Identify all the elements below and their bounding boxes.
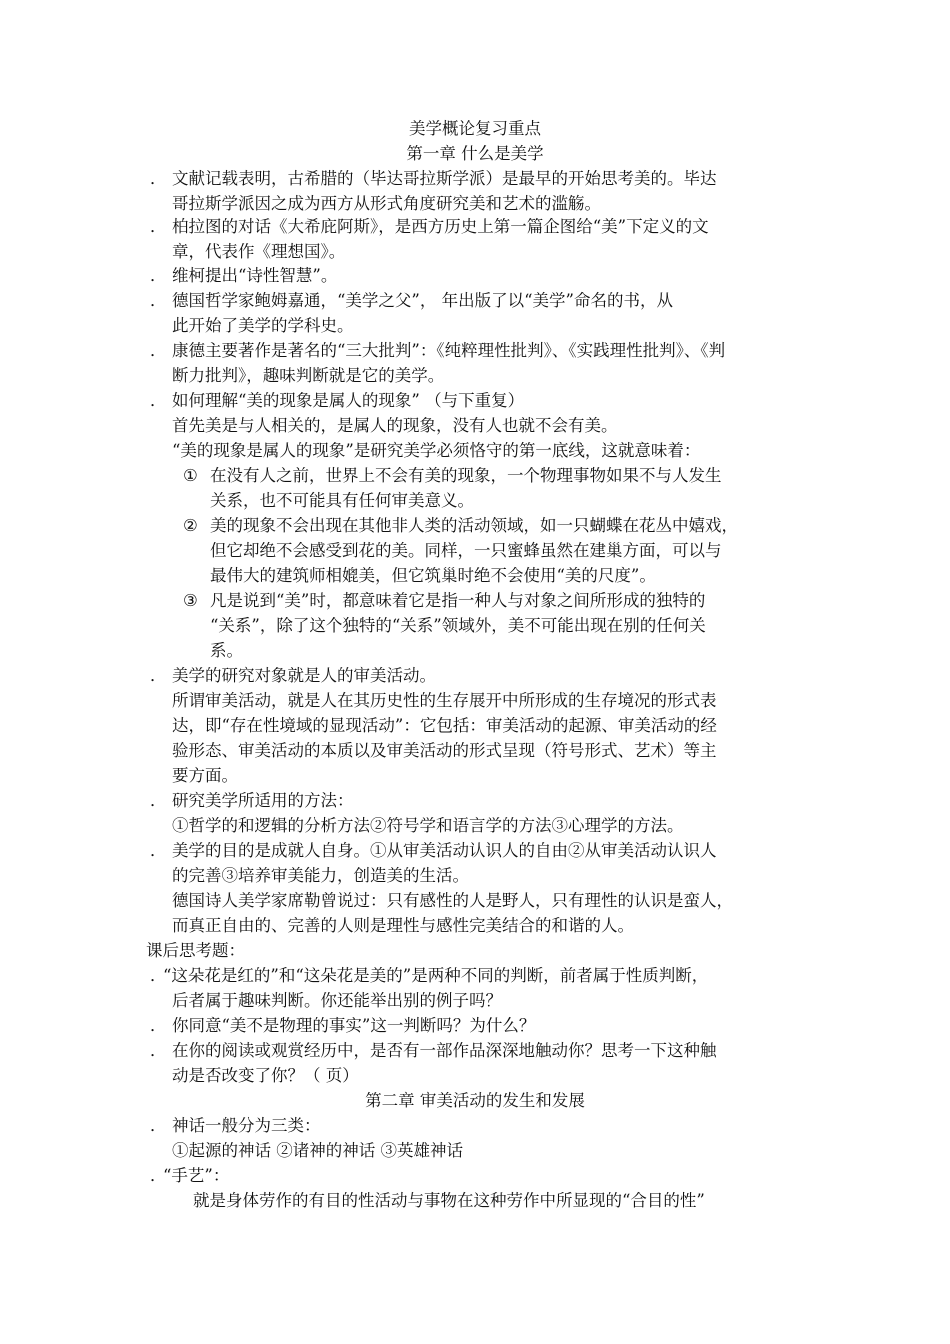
item9-line2: 的完善③培养审美能力，创造美的生活。 xyxy=(172,866,469,885)
sub2-line3: 最伟大的建筑师相媲美，但它筑巢时绝不会使用“美的尺度”。 xyxy=(210,566,656,585)
sub-number: ③ xyxy=(183,591,198,610)
item5-line2: 断力批判》，趣味判断就是它的美学。 xyxy=(172,366,445,385)
item2-line1: 柏拉图的对话《大希庇阿斯》，是西方历史上第一篇企图给“美”下定义的文 xyxy=(172,217,709,236)
hw1-line1: “这朵花是红的”和“这朵花是美的”是两种不同的判断，前者属于性质判断， xyxy=(163,966,709,985)
ch2-item2-line1: “手艺”： xyxy=(163,1166,230,1185)
item8-line2: ①哲学的和逻辑的分析方法②符号学和语言学的方法③心理学的方法。 xyxy=(172,816,684,835)
item7-line1: 美学的研究对象就是人的审美活动。 xyxy=(172,666,436,685)
bullet: ． xyxy=(150,169,167,188)
bullet: ． xyxy=(150,341,167,360)
hw3-line2: 动是否改变了你？（ 页） xyxy=(172,1066,359,1085)
item6-question: 如何理解“美的现象是属人的现象” （与下重复） xyxy=(172,391,525,410)
item7-line4: 验形态、审美活动的本质以及审美活动的形式呈现（符号形式、艺术）等主 xyxy=(172,741,717,760)
sub-number: ① xyxy=(183,466,198,485)
bullet: ． xyxy=(150,666,167,685)
item1-line1: 文献记载表明，古希腊的（毕达哥拉斯学派）是最早的开始思考美的。毕达 xyxy=(172,169,717,188)
item9-line4: 而真正自由的、完善的人则是理性与感性完美结合的和谐的人。 xyxy=(172,916,634,935)
item7-line3: 达，即“存在性境域的显现活动”：它包括：审美活动的起源、审美活动的经 xyxy=(172,716,717,735)
item6-paragraph2: “美的现象是属人的现象”是研究美学必须恪守的第一底线，这就意味着： xyxy=(172,441,701,460)
bullet: ． xyxy=(150,791,167,810)
hw3-line1: 在你的阅读或观赏经历中，是否有一部作品深深地触动你？思考一下这种触 xyxy=(172,1041,717,1060)
chapter2-heading: 第二章 审美活动的发生和发展 xyxy=(365,1091,585,1110)
bullet: ． xyxy=(150,1166,167,1185)
item2-line2: 章，代表作《理想国》。 xyxy=(172,242,346,261)
sub1-line2: 关系，也不可能具有任何审美意义。 xyxy=(210,491,474,510)
item3-line1: 维柯提出“诗性智慧”。 xyxy=(172,266,338,285)
bullet: ． xyxy=(150,1041,167,1060)
item7-line5: 要方面。 xyxy=(172,766,238,785)
item7-line2: 所谓审美活动，就是人在其历史性的生存展开中所形成的生存境况的形式表 xyxy=(172,691,717,710)
item8-line1: 研究美学所适用的方法： xyxy=(172,791,354,810)
homework-label: 课后思考题： xyxy=(146,941,245,960)
bullet: ． xyxy=(150,1016,167,1035)
item9-line1: 美学的目的是成就人自身。①从审美活动认识人的自由②从审美活动认识人 xyxy=(172,841,717,860)
sub-number: ② xyxy=(183,516,198,535)
item5-line1: 康德主要著作是著名的“三大批判”：《纯粹理性批判》、《实践理性批判》、《判 xyxy=(172,341,726,360)
item4-line2: 此开始了美学的学科史。 xyxy=(172,316,354,335)
item9-line3: 德国诗人美学家席勒曾说过：只有感性的人是野人，只有理性的认识是蛮人， xyxy=(172,891,733,910)
sub3-line2: “关系”，除了这个独特的“关系”领域外，美不可能出现在别的任何关 xyxy=(210,616,706,635)
bullet: ． xyxy=(150,291,167,310)
item4-line1: 德国哲学家鲍姆嘉通，“美学之父”， 年出版了以“美学”命名的书，从 xyxy=(172,291,673,310)
bullet: ． xyxy=(150,841,167,860)
chapter1-heading: 第一章 什么是美学 xyxy=(406,144,544,163)
bullet: ． xyxy=(150,1116,167,1135)
bullet: ． xyxy=(150,391,167,410)
bullet: ． xyxy=(150,266,167,285)
sub2-line2: 但它却绝不会感受到花的美。同样，一只蜜蜂虽然在建巢方面，可以与 xyxy=(210,541,722,560)
ch2-item2-line2: 就是身体劳作的有目的性活动与事物在这种劳作中所显现的“合目的性” xyxy=(193,1191,705,1210)
sub3-line3: 系。 xyxy=(210,641,243,660)
sub3-line1: 凡是说到“美”时，都意味着它是指一种人与对象之间所形成的独特的 xyxy=(210,591,706,610)
item1-line2: 哥拉斯学派因之成为西方从形式角度研究美和艺术的滥觞。 xyxy=(172,194,601,213)
item6-paragraph1: 首先美是与人相关的，是属人的现象，没有人也就不会有美。 xyxy=(172,416,618,435)
sub1-line1: 在没有人之前，世界上不会有美的现象，一个物理事物如果不与人发生 xyxy=(210,466,722,485)
bullet: ． xyxy=(150,966,167,985)
sub2-line1: 美的现象不会出现在其他非人类的活动领域，如一只蝴蝶在花丛中嬉戏， xyxy=(210,516,738,535)
bullet: ． xyxy=(150,217,167,236)
ch2-item1-line2: ①起源的神话 ②诸神的神话 ③英雄神话 xyxy=(172,1141,463,1160)
ch2-item1-line1: 神话一般分为三类： xyxy=(172,1116,321,1135)
hw2-line1: 你同意“美不是物理的事实”这一判断吗？为什么？ xyxy=(172,1016,536,1035)
hw1-line2: 后者属于趣味判断。你还能举出别的例子吗？ xyxy=(172,991,502,1010)
document-title: 美学概论复习重点 xyxy=(409,119,541,138)
